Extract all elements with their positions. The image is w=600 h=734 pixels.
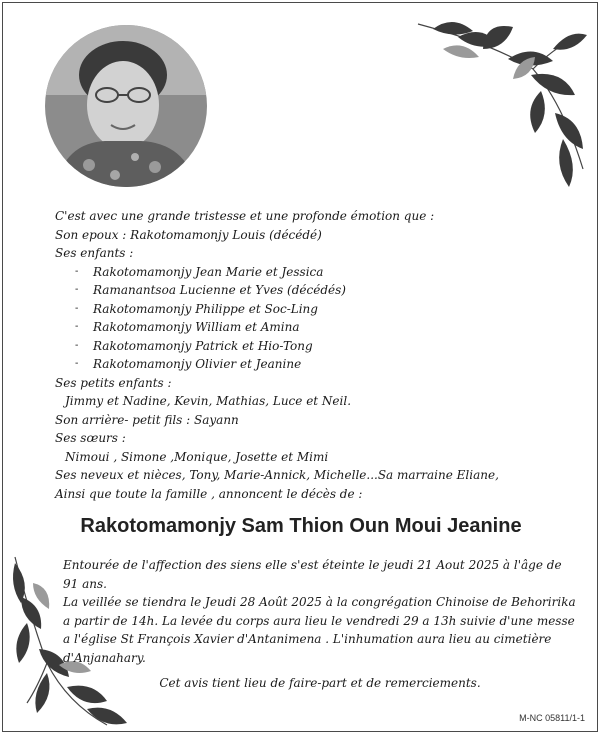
child-item: - Rakotomamonjy Jean Marie et Jessica — [55, 263, 575, 282]
leaves-decoration-top — [413, 9, 593, 204]
child-item: - Rakotomamonjy Patrick et Hio-Tong — [55, 337, 575, 356]
children-heading: Ses enfants : — [55, 246, 134, 260]
sisters-heading: Ses sœurs : — [55, 431, 126, 445]
child-item: - Rakotomamonjy Philippe et Soc-Ling — [55, 300, 575, 319]
family-line: Ainsi que toute la famille , annoncent le décès de : — [55, 486, 363, 501]
child-item: - Ramanantsoa Lucienne et Yves (décédés) — [55, 281, 575, 300]
great-grandson-line: Son arrière- petit fils : Sayann — [55, 412, 239, 427]
funeral-details — [63, 556, 577, 693]
vigil-paragraph: La veillée se tiendra le Jeudi 28 Août 2025 à la congrégation Chinoise de Behoririka a partir de 14h. La levée du corps aura lieu le vendredi 29 a 13h suivie d'une messe a l'église St François Xavier d'Antanimena . L'inhumation aura lieu au cimetière d'Anjanahary. — [63, 595, 576, 665]
death-paragraph: Entourée de l'affection des siens elle s'est éteinte le jeudi 21 Aout 2025 à l'âge de 91 ans. — [63, 558, 562, 591]
deceased-name: Rakotomamonjy Sam Thion Oun Moui Jeanine — [80, 515, 522, 537]
family-announcement — [55, 207, 575, 503]
sisters-list: Nimoui , Simone ,Monique, Josette et Mimi — [65, 449, 329, 464]
child-item: - Rakotomamonjy Olivier et Jeanine — [55, 355, 575, 374]
spouse-line: Son epoux : Rakotomamonjy Louis (décédé) — [55, 227, 322, 242]
reference-code: M-NC 05811/1-1 — [519, 713, 585, 723]
portrait-photo — [45, 25, 207, 187]
closing-line: Cet avis tient lieu de faire-part et de remerciements. — [159, 676, 481, 690]
opening-line: C'est avec une grande tristesse et une profonde émotion que : — [55, 209, 435, 223]
grandchildren-list: Jimmy et Nadine, Kevin, Mathias, Luce et Neil. — [65, 394, 352, 408]
obituary-notice — [2, 2, 598, 732]
children-list — [55, 263, 575, 374]
grandchildren-heading: Ses petits enfants : — [55, 375, 172, 390]
nephews-line: Ses neveux et nièces, Tony, Marie-Annick, Michelle...Sa marraine Eliane, — [55, 468, 499, 482]
child-item: - Rakotomamonjy William et Amina — [55, 318, 575, 337]
